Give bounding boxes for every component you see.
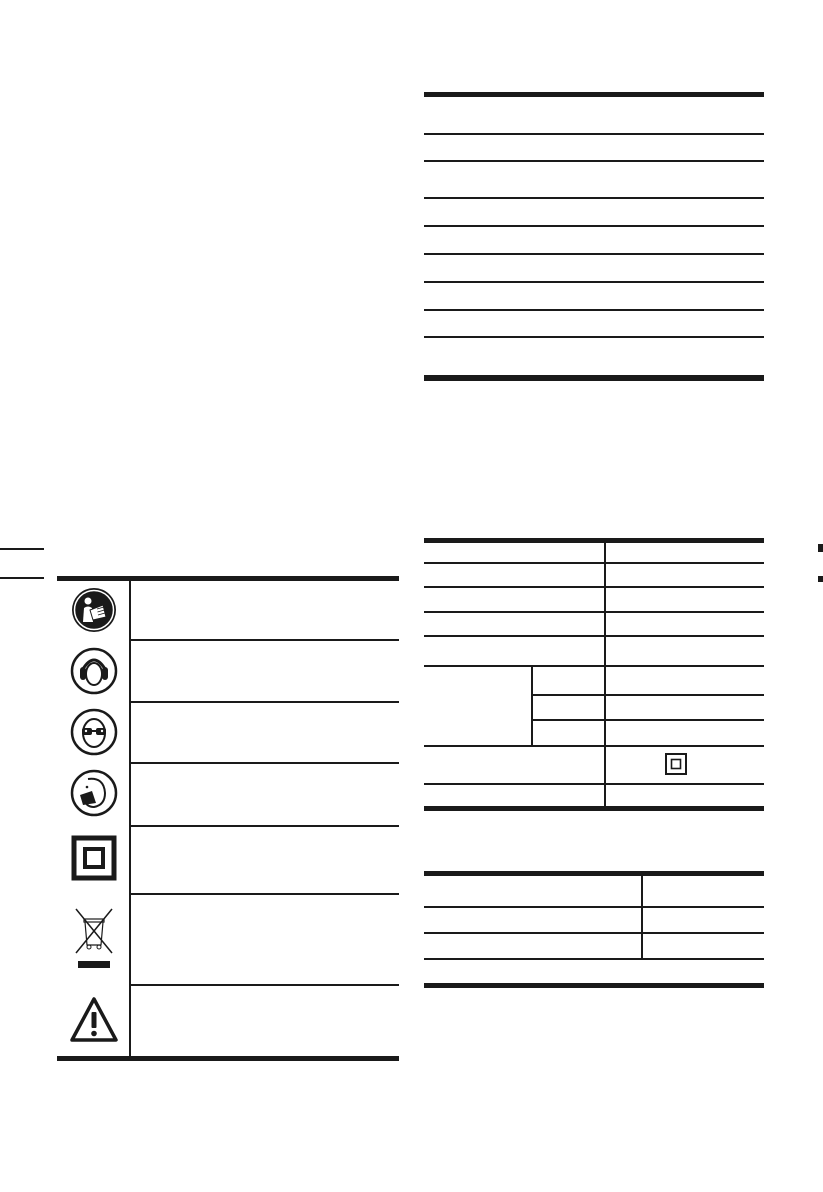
parts-list-divider (424, 225, 764, 227)
tech-table-column-divider (604, 543, 606, 806)
left-tab-rule-bottom (0, 577, 44, 579)
tech-table-divider (424, 611, 764, 613)
double-insulation-icon (70, 834, 118, 882)
right-edge-mark (818, 576, 823, 582)
symbols-table-bottom-rule (57, 1056, 399, 1061)
noise-table-top-rule (424, 871, 764, 876)
parts-list-divider (424, 160, 764, 162)
read-manual-icon (70, 586, 118, 634)
weee-crossed-bin-icon (70, 905, 118, 975)
symbols-table-top-rule (57, 576, 399, 581)
tech-table-divider (424, 783, 764, 785)
ear-protection-icon (70, 647, 118, 695)
warning-triangle-icon (70, 996, 118, 1044)
eye-protection-icon (70, 708, 118, 756)
parts-list-divider (424, 253, 764, 255)
symbols-row-divider (131, 762, 399, 764)
tech-table-sub-column-divider (531, 667, 533, 745)
class-ii-square-icon (665, 753, 687, 775)
parts-list-bottom-rule (424, 375, 764, 381)
parts-list-divider (424, 197, 764, 199)
tech-table-divider (424, 665, 764, 667)
tech-table-divider (424, 745, 764, 747)
left-tab-rule-top (0, 548, 44, 550)
tech-table-sub-divider (531, 694, 764, 696)
right-edge-mark (818, 544, 823, 552)
noise-table-bottom-rule (424, 983, 764, 988)
tech-table-divider (424, 635, 764, 637)
dust-mask-icon (70, 769, 118, 817)
parts-list-divider (424, 281, 764, 283)
symbols-row-divider (131, 701, 399, 703)
symbols-row-divider (131, 893, 399, 895)
parts-list-top-rule (424, 92, 764, 97)
noise-table-divider (424, 906, 764, 908)
parts-list-divider (424, 336, 764, 338)
tech-table-sub-divider (531, 719, 764, 721)
parts-list-divider (424, 133, 764, 135)
symbols-row-divider (131, 984, 399, 986)
noise-table-divider (424, 932, 764, 934)
tech-table-divider (424, 586, 764, 588)
tech-table-divider (424, 562, 764, 564)
symbols-row-divider (131, 639, 399, 641)
parts-list-divider (424, 309, 764, 311)
noise-table-column-divider (641, 876, 643, 958)
noise-table-divider (424, 958, 764, 960)
tech-table-top-rule (424, 538, 764, 543)
tech-table-bottom-rule (424, 806, 764, 811)
symbols-row-divider (131, 825, 399, 827)
